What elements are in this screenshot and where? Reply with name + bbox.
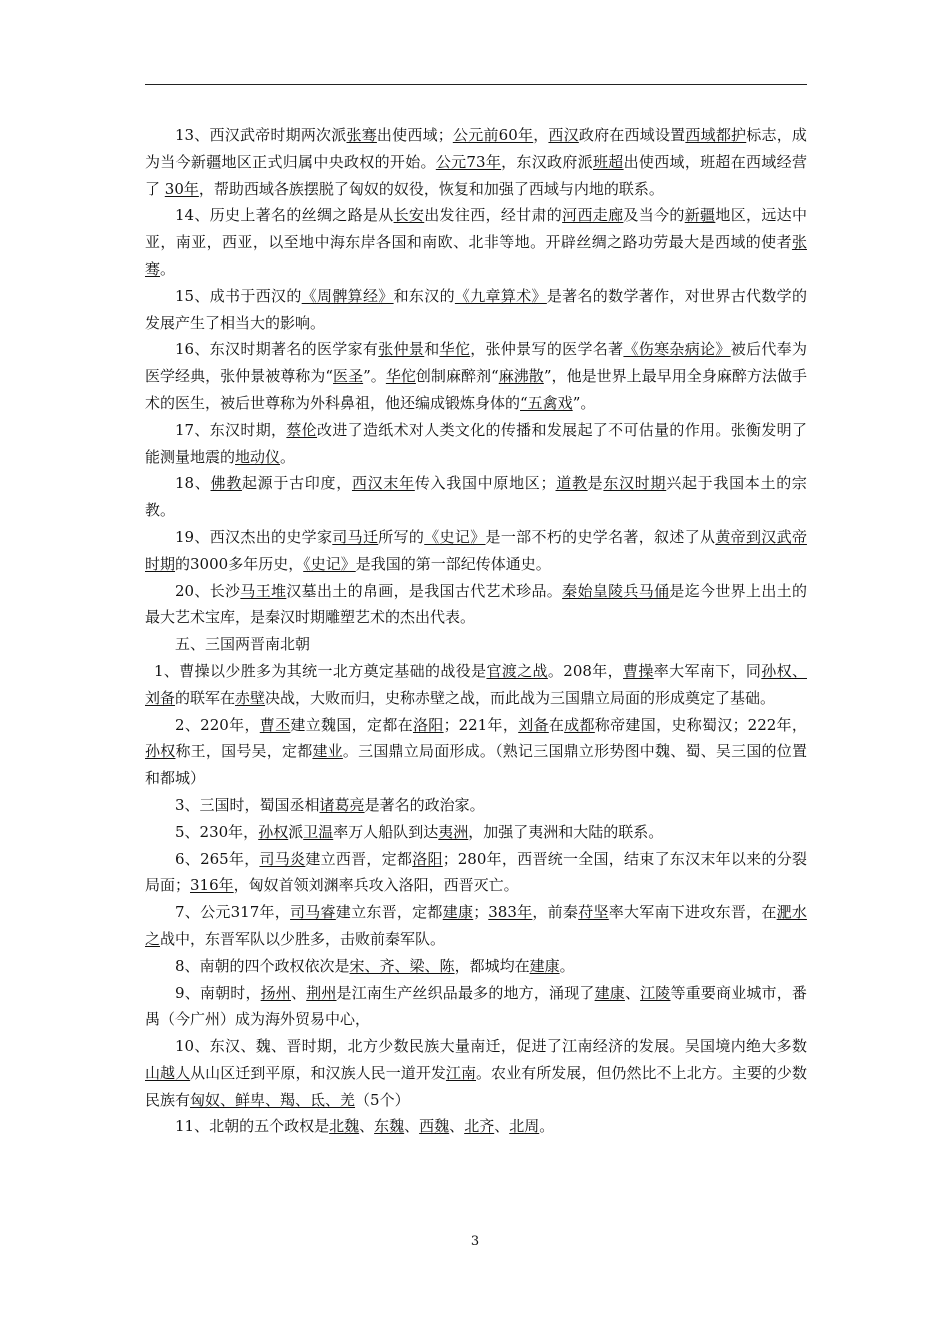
text-run: 建立东晋，定都 [335,903,443,922]
text-run: ”，他是世界上最早用全身麻醉方法做手术的医生，被后世尊称为外科鼻祖，他还编成锻炼身体的 [145,367,807,412]
text-run: 7、公元317年， [175,903,291,922]
text-run: 。208年， [547,661,623,680]
text-run: ，加强了夷洲和大陆的联系。 [468,822,664,841]
text-run: 等重要商业城市，番禺（今广州）成为海外贸易中心， [145,983,807,1029]
underlined-keyword: 淝水之 [145,903,807,948]
text-run: 1、曹操以少胜多为其统一北方奠定基础的战役是 [154,661,487,680]
underlined-keyword: 班超 [592,152,624,171]
text-run: 。 [559,956,575,975]
underlined-keyword: 麻沸散 [498,367,544,386]
text-run: 在 [548,715,565,734]
text-run: 是迄今世界上出土的最大艺术宝库，是秦汉时期雕塑艺术的杰出代表。 [145,581,807,627]
paragraph [145,819,807,846]
text-run: 建立西晋，定都 [305,849,413,868]
underlined-keyword: 刘备 [518,715,549,734]
underlined-keyword: 医圣 [333,367,364,386]
underlined-keyword: 《伤寒杂病论》 [623,340,731,359]
text-run: 。三国鼎立局面形成。（熟记三国鼎立形势图中魏、蜀、吴三国的位置和都城） [145,742,807,788]
text-run: 率大军南下进攻东晋，在 [608,903,777,922]
underlined-keyword: 诸葛亮 [319,795,365,814]
underlined-keyword: 司马睿 [290,903,336,922]
text-run: 从山区迁到平原，和汉族人民一道开发 [190,1063,446,1082]
paragraph [145,953,807,980]
text-run: 9、南朝时， [175,983,261,1002]
text-run: 传入我国中原地区； [414,474,556,493]
text-run: 被后代奉为医学经典，张仲景被尊称为“ [145,340,807,386]
text-run: 汉墓出土的帛画，是我国古代艺术珍品。 [286,581,563,600]
text-run: 的联军在 [175,688,236,707]
text-run: 所写的 [378,527,425,546]
text-run: 11、北朝的五个政权是 [175,1117,330,1136]
paragraph [145,980,807,1034]
text-run: 19、西汉杰出的史学家 [175,527,333,546]
underlined-keyword: 建业 [312,742,343,761]
underlined-keyword: 建康 [442,903,474,922]
paragraph [145,336,807,416]
text-run: ；280年，西晋统一全国，结束了东汉末年以来的分裂局面； [145,849,807,895]
underlined-keyword: 洛阳 [412,849,443,868]
underlined-keyword: 北魏 [329,1117,360,1136]
text-run: 、 [449,1117,465,1136]
text-run: 18、 [175,474,211,493]
underlined-keyword: 荆州 [306,983,337,1002]
text-run: 3、三国时，蜀国丞相 [175,795,320,814]
paragraph [145,524,807,578]
underlined-keyword: 宋、齐、梁、陈 [349,956,455,975]
underlined-keyword: 建康 [594,983,625,1002]
document-body [145,122,807,1140]
text-run: 创制麻醉剂“ [415,367,499,386]
underlined-keyword: 卫温 [303,822,334,841]
paragraph [145,631,807,658]
text-run: 14、历史上著名的丝绸之路是从 [175,206,394,225]
text-run: 出使西域，班超在西域经营了 [145,152,807,198]
underlined-keyword: 江南 [445,1063,477,1082]
underlined-keyword: 孙权、刘备 [145,661,807,707]
paragraph [145,578,807,632]
text-run: ”。 [572,393,596,412]
underlined-keyword: 西域都护 [685,126,747,144]
underlined-keyword: 东汉时期 [603,474,667,493]
underlined-keyword: 《史记》 [424,527,486,546]
text-run: 5、230年， [175,822,259,841]
underlined-keyword: 《史记》 [303,554,356,573]
text-run: 五、三国两晋南北朝 [175,635,311,654]
text-run: 是著名的政治家。 [364,795,485,814]
page-number: 3 [470,1234,480,1249]
text-run: 及当今的 [623,206,685,225]
text-run: 政府在西域设置 [578,126,686,144]
underlined-keyword: 赤壁 [235,688,266,707]
underlined-keyword: 孙权 [258,822,289,841]
text-run: ， [533,126,549,144]
underlined-keyword: 公元前60年 [452,126,534,144]
underlined-keyword: 马王堆 [240,581,287,600]
text-run: 是著名的数学著作，对世界古代数学的发展产生了相当大的影响。 [145,286,807,332]
underlined-keyword: 西汉末年 [351,474,415,493]
underlined-keyword: 《周髀算经》 [301,286,394,305]
text-run: 的3000多年历史， [175,554,304,573]
underlined-keyword: 西魏 [419,1117,450,1136]
paragraph [145,658,807,712]
underlined-keyword: 东魏 [374,1117,405,1136]
underlined-keyword: 曹操 [623,661,654,680]
underlined-keyword: 孙权 [145,742,176,761]
paragraph [145,202,807,282]
text-run: （5个） [355,1090,410,1109]
text-run: 兴起于我国本土的宗教。 [145,474,807,520]
text-run: 10、东汉、魏、晋时期，北方少数民族大量南迁，促进了江南经济的发展。吴国境内绝大多数 [175,1037,807,1056]
text-run: 是 [587,474,604,493]
text-run: 战中，东晋军队以少胜多，击败前秦军队。 [160,929,446,948]
underlined-keyword: 道教 [555,474,588,493]
text-run: 决战，大败而归，史称赤壁之战，而此战为三国鼎立局面的形成奠定了基础。 [265,688,776,707]
text-run: 。 [160,259,176,278]
paragraph [145,712,807,792]
underlined-keyword: 匈奴、鲜卑、羯、氐、羌 [190,1090,356,1109]
underlined-keyword: 建康 [529,956,560,975]
underlined-keyword: “五禽戏 [520,393,573,412]
paragraph [145,417,807,471]
text-run: 称帝建国，史称蜀汉；222年， [594,715,807,734]
text-run: 是一部不朽的史学名著，叙述了从 [485,527,716,546]
underlined-keyword: 长安 [393,206,425,225]
underlined-keyword: 《九章算术》 [454,286,547,305]
text-run: 派 [288,822,304,841]
text-run: ，东汉政府派 [501,152,593,171]
text-run: ，帮助西域各族摆脱了匈奴的奴役，恢复和加强了西域与内地的联系。 [198,179,664,198]
underlined-keyword: 316年 [190,876,234,895]
underlined-keyword: 华佗 [439,340,471,359]
text-run: 和 [424,340,440,359]
paragraph [145,899,807,953]
underlined-keyword: 北周 [509,1117,540,1136]
paragraph [145,1113,807,1140]
text-run: 和东汉的 [393,286,455,305]
underlined-keyword: 官渡之战 [486,661,548,680]
underlined-keyword: 洛阳 [412,715,444,734]
text-run: 13、西汉武帝时期两次派 [175,126,347,144]
underlined-keyword: 山越人 [145,1063,191,1082]
text-run: 是我国的第一部纪传体通史。 [355,554,551,573]
underlined-keyword: 张仲景 [378,340,425,359]
text-run: 8、南朝的四个政权依次是 [175,956,350,975]
underlined-keyword: 383年 [488,903,533,922]
header-rule [145,84,807,85]
underlined-keyword: 夷洲 [438,822,469,841]
text-run: 20、长沙 [175,581,241,600]
text-run: 。 [539,1117,555,1136]
text-run: ，匈奴首领刘渊率兵攻入洛阳，西晋灭亡。 [233,876,519,895]
text-run: ，张仲景写的医学名著 [470,340,624,359]
text-run: 、 [290,983,307,1002]
underlined-keyword: 张骞 [346,126,377,144]
text-run: ；221年， [443,715,519,734]
paragraph [145,1033,807,1113]
underlined-keyword: 河西走廊 [562,206,624,225]
paragraph [145,122,807,202]
underlined-keyword: 秦始皇陵兵马俑 [562,581,670,600]
paragraph [145,283,807,337]
text-run: 率万人船队到达 [333,822,439,841]
paragraph [145,792,807,819]
underlined-keyword: 曹丕 [259,715,291,734]
text-run: 。农业有所发展，但仍然比不上北方。主要的少数民族有 [145,1063,807,1109]
underlined-keyword: 佛教 [210,474,242,493]
text-run: 、 [404,1117,420,1136]
underlined-keyword: 新疆 [684,206,716,225]
underlined-keyword: 扬州 [260,983,291,1002]
underlined-keyword: 蔡伦 [286,420,317,439]
text-run: 15、成书于西汉的 [175,286,302,305]
underlined-keyword: 司马炎 [259,849,306,868]
text-run: 地区，远达中亚，南亚，西亚，以至地中海东岸各国和南欧、北非等地。开辟丝绸之路功劳最大是西域的使者 [145,206,807,252]
underlined-keyword: 西汉 [548,126,579,144]
text-run: 2、220年， [175,715,260,734]
underlined-keyword: 司马迁 [332,527,379,546]
text-run: 称王，国号吴，定都 [175,742,313,761]
text-run: 出发往西，经甘肃的 [424,206,563,225]
text-run: 改进了造纸术对人类文化的传播和发展起了不可估量的作用。张衡发明了能测量地震的 [145,420,807,466]
paragraph [145,846,807,900]
text-run: 起源于古印度， [241,474,352,493]
text-run: 、 [624,983,641,1002]
underlined-keyword: 华佗 [385,367,416,386]
text-run: 出使西域； [376,126,453,144]
text-run: ”。 [363,367,386,386]
text-run: 是江南生产丝织品最多的地方，涌现了 [336,983,595,1002]
text-run: 率大军南下，同 [653,661,762,680]
text-run: 16、东汉时期著名的医学家有 [175,340,379,359]
underlined-keyword: 黄帝到汉武帝时期 [145,527,807,573]
underlined-keyword: 成都 [564,715,595,734]
paragraph [145,470,807,524]
text-run: 6、265年， [175,849,260,868]
text-run: ，前秦 [532,903,579,922]
underlined-keyword: 地动仪 [235,447,281,466]
text-run: 标志，成为当今新疆地区正式归属中央政权的开始。 [145,126,807,171]
text-run: 17、东汉时期， [175,420,287,439]
underlined-keyword: 30年 [164,179,199,198]
underlined-keyword: 张骞 [145,233,807,278]
text-run: 建立魏国，定都在 [290,715,413,734]
underlined-keyword: 北齐 [464,1117,495,1136]
underlined-keyword: 江陵 [640,983,671,1002]
underlined-keyword: 公元73年 [435,152,502,171]
underlined-keyword: 苻坚 [578,903,609,922]
text-run: 、 [359,1117,375,1136]
text-run: 。 [280,447,296,466]
text-run: ，都城均在 [454,956,530,975]
text-run: 、 [494,1117,510,1136]
text-run: ； [473,903,489,922]
